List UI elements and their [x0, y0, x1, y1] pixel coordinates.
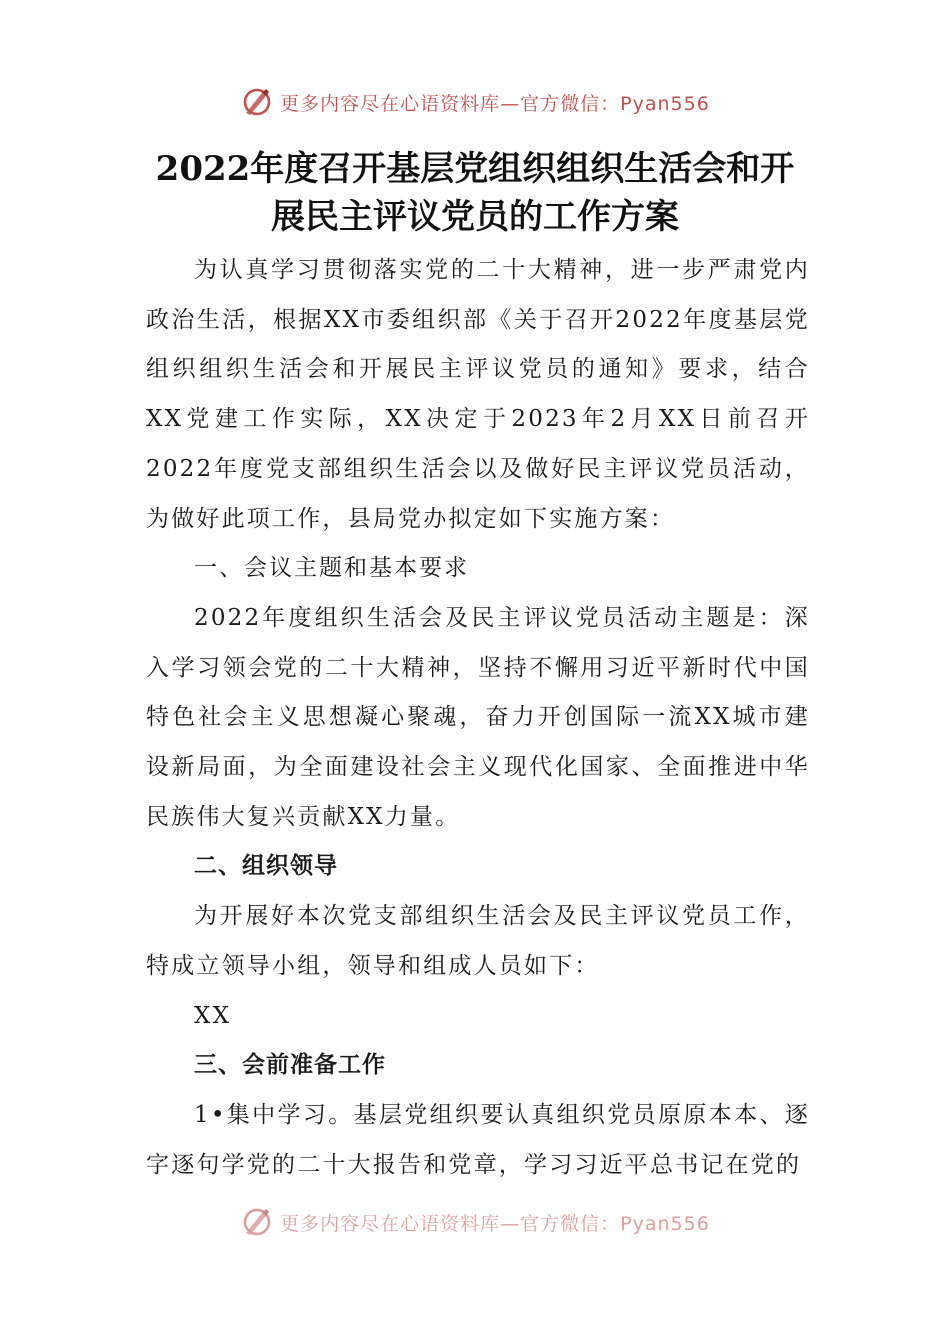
watermark-text: 更多内容尽在心语资料库—官方微信：Pyan556 — [280, 92, 710, 115]
header-watermark — [0, 82, 950, 122]
document-body — [146, 246, 810, 1190]
section-heading-preparation: 三、会前准备工作 — [194, 1052, 386, 1079]
section-heading-leadership: 二、组织领导 — [194, 853, 338, 880]
theme-paragraph: 2022年度组织生活会及民主评议党员活动主题是：深入学习领会党的二十大精神，坚持不懈用习近平新时代中国特色社会主义思想凝心聚魂，奋力开创国际一流XX城市建设新局面，为全面建设社会主义现代化国家、全面推进中华民族伟大复兴贡献XX力量。 — [146, 604, 810, 830]
document-title-line-2: 展民主评议党员的工作方案 — [271, 197, 679, 237]
footer-watermark — [0, 1202, 950, 1242]
leadership-members: XX — [194, 1002, 232, 1029]
section-heading-theme: 一、会议主题和基本要求 — [194, 555, 469, 582]
preparation-paragraph: 1•集中学习。基层党组织要认真组织党员原原本本、逐字逐句学党的二十大报告和党章，学习习近平总书记在党的 — [146, 1101, 810, 1178]
watermark-text: 更多内容尽在心语资料库—官方微信：Pyan556 — [280, 1212, 710, 1235]
intro-paragraph: 为认真学习贯彻落实党的二十大精神，进一步严肃党内政治生活，根据XX市委组织部《关于召开2022年度基层党组织组织生活会和开展民主评议党员的通知》要求，结合XX党建工作实际，XX决定于2023年2月XX日前召开2022年度党支部组织生活会以及做好民主评议党员活动，为做好此项工作，县局党办拟定如下实施方案： — [146, 257, 810, 532]
pen-circle-logo-icon — [240, 1205, 274, 1239]
leadership-paragraph: 为开展好本次党支部组织生活会及民主评议党员工作，特成立领导小组，领导和组成人员如下： — [146, 903, 810, 979]
document-title-line-1: 2022年度召开基层党组织组织生活会和开 — [155, 149, 795, 189]
pen-circle-logo-icon — [240, 85, 274, 119]
